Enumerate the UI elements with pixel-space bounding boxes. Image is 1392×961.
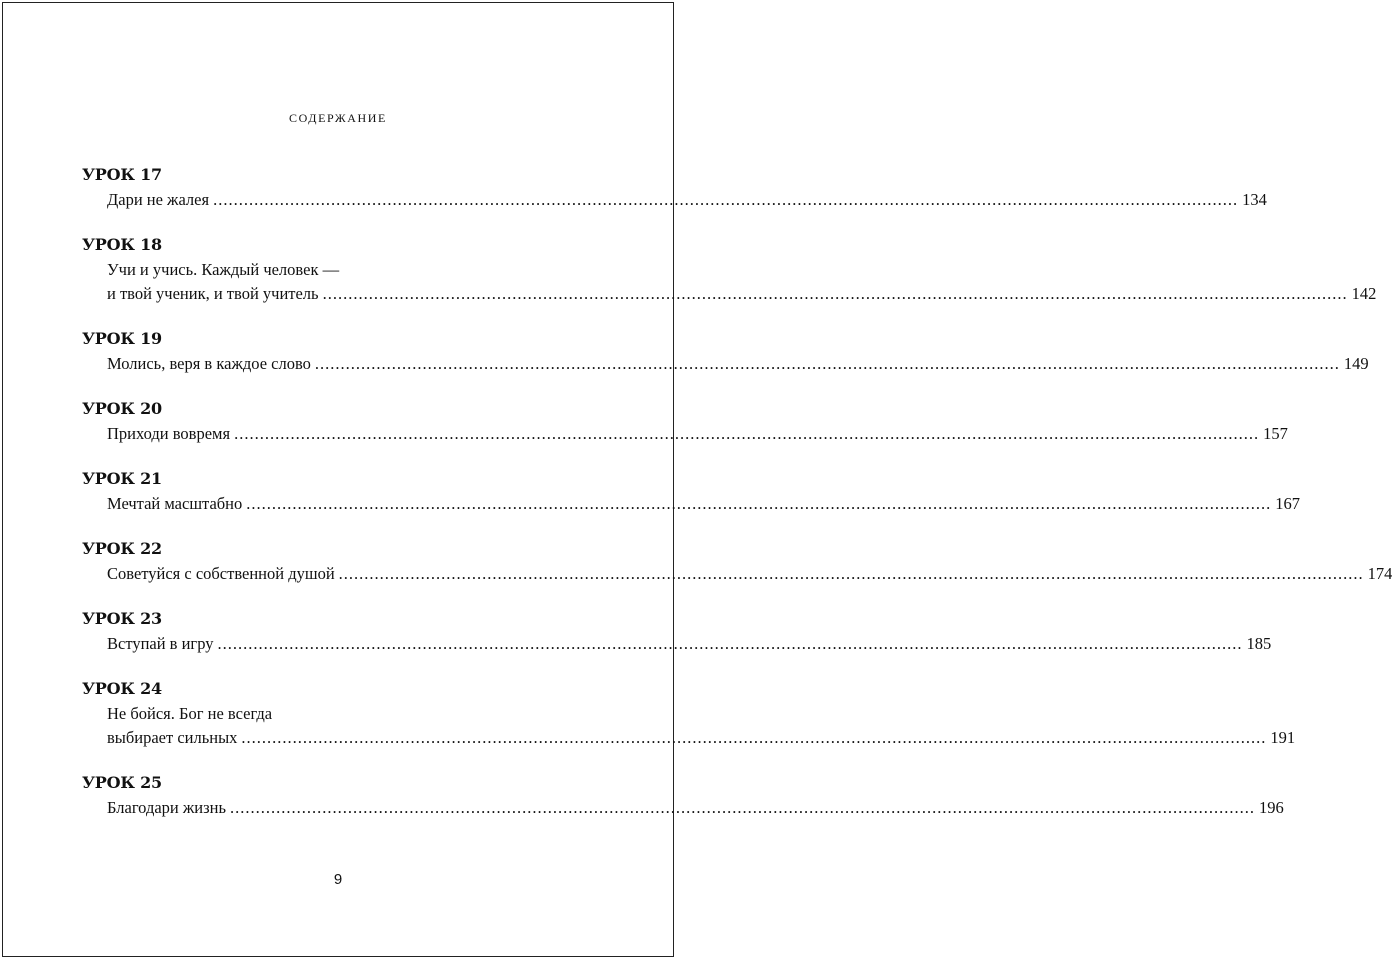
- toc-entry: [82, 609, 1272, 656]
- lesson-label: УРОК 22: [82, 539, 162, 558]
- dot-leader: ........................................................................................................................................................................................................: [322, 284, 1348, 303]
- toc-line: [107, 492, 1300, 516]
- toc-line: [107, 422, 1288, 446]
- lesson-title: Мечтай масштабно: [107, 494, 243, 513]
- lesson-title: выбирает сильных: [107, 728, 238, 747]
- dot-leader: ........................................................................................................................................................................................................: [338, 564, 1364, 583]
- toc-line: [107, 282, 1377, 306]
- toc-page-number: 174: [1367, 564, 1392, 583]
- lesson-title: Вступай в игру: [107, 634, 214, 653]
- toc-entry: [82, 399, 1288, 446]
- dot-leader: ........................................................................................................................................................................................................: [213, 190, 1239, 209]
- toc-entry: [82, 773, 1284, 820]
- lesson-title-line: Не бойся. Бог не всегда: [107, 704, 273, 723]
- toc-page-number: 191: [1270, 728, 1296, 747]
- toc-page-number: 196: [1258, 798, 1284, 817]
- toc-line: [107, 726, 1296, 750]
- dot-leader: ........................................................................................................................................................................................................: [217, 634, 1243, 653]
- dot-leader: ........................................................................................................................................................................................................: [314, 354, 1340, 373]
- toc-page-number: 134: [1242, 190, 1267, 209]
- lesson-title-line: Учи и учись. Каждый человек —: [107, 260, 340, 279]
- lesson-label: УРОК 23: [82, 609, 162, 628]
- lesson-label: УРОК 19: [82, 329, 162, 348]
- toc-entry: [82, 235, 1377, 306]
- toc-page-number: 185: [1246, 634, 1272, 653]
- toc-page-number: 142: [1351, 284, 1377, 303]
- lesson-label: УРОК 20: [82, 399, 162, 418]
- toc-entry: [82, 329, 1369, 376]
- lesson-label: УРОК 24: [82, 679, 162, 698]
- lesson-title: Дари не жалея: [107, 190, 210, 209]
- toc-entry: [82, 165, 1267, 212]
- toc-line: [107, 352, 1369, 376]
- lesson-label: УРОК 18: [82, 235, 162, 254]
- dot-leader: ........................................................................................................................................................................................................: [234, 424, 1260, 443]
- toc-line: [107, 562, 1392, 586]
- dot-leader: ........................................................................................................................................................................................................: [246, 494, 1272, 513]
- toc-line: [107, 796, 1284, 820]
- toc-entry: [82, 539, 1392, 586]
- dot-leader: ........................................................................................................................................................................................................: [241, 728, 1267, 747]
- lesson-title: Благодари жизнь: [107, 798, 226, 817]
- toc-page-number: 167: [1275, 494, 1300, 513]
- lesson-title: и твой ученик, и твой учитель: [107, 284, 319, 303]
- page-number: 9: [333, 871, 343, 888]
- toc-line: [107, 188, 1267, 212]
- lesson-label: УРОК 17: [82, 165, 162, 184]
- lesson-title: Молись, веря в каждое слово: [107, 354, 311, 373]
- lesson-label: УРОК 25: [82, 773, 162, 792]
- toc-line: [107, 632, 1272, 656]
- lesson-label: УРОК 21: [82, 469, 162, 488]
- toc-page-number: 149: [1343, 354, 1369, 373]
- toc-entry: [82, 469, 1300, 516]
- table-of-contents: [82, 165, 1392, 843]
- lesson-title: Советуйся с собственной душой: [107, 564, 335, 583]
- book-page: [2, 2, 1392, 957]
- lesson-title: Приходи вовремя: [107, 424, 231, 443]
- running-head: СОДЕРЖАНИЕ: [289, 111, 387, 125]
- toc-page-number: 157: [1263, 424, 1288, 443]
- toc-entry: [82, 679, 1296, 750]
- dot-leader: ........................................................................................................................................................................................................: [229, 798, 1255, 817]
